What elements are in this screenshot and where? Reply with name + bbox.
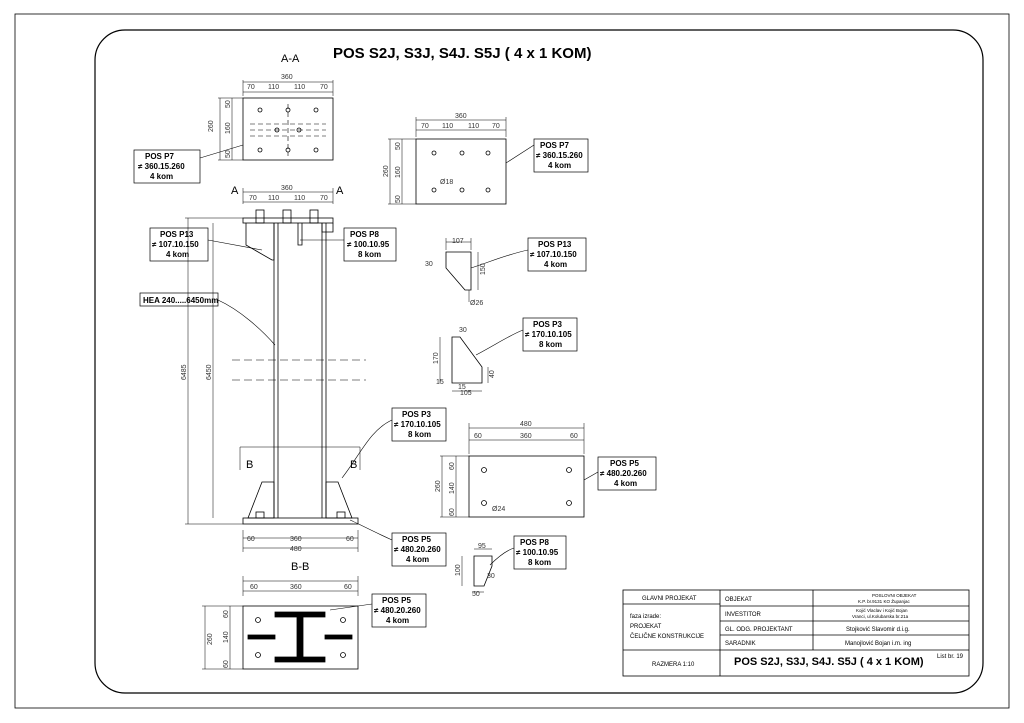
- svg-text:360: 360: [290, 584, 302, 591]
- svg-text:110: 110: [268, 195, 280, 202]
- svg-text:60: 60: [247, 536, 255, 543]
- svg-text:4 kom: 4 kom: [150, 172, 174, 181]
- svg-text:360: 360: [281, 74, 293, 81]
- svg-text:Ø24: Ø24: [492, 506, 506, 513]
- svg-text:260: 260: [435, 480, 442, 492]
- svg-text:480: 480: [290, 546, 302, 553]
- svg-text:140: 140: [449, 482, 456, 494]
- svg-text:360: 360: [281, 185, 293, 192]
- svg-text:4 kom: 4 kom: [544, 260, 568, 269]
- svg-text:50: 50: [225, 100, 232, 108]
- svg-text:60: 60: [449, 462, 456, 470]
- svg-text:107: 107: [452, 238, 464, 245]
- svg-text:POS S2J, S3J, S4J. S5J ( 4 x 1: POS S2J, S3J, S4J. S5J ( 4 x 1 KOM): [734, 656, 924, 668]
- svg-text:260: 260: [207, 633, 214, 645]
- svg-text:≠ 100.10.95: ≠ 100.10.95: [516, 548, 559, 557]
- svg-text:70: 70: [320, 195, 328, 202]
- label-p3-right: [523, 318, 577, 351]
- svg-text:360: 360: [455, 113, 467, 120]
- svg-text:160: 160: [225, 122, 232, 134]
- svg-text:Vranci, ul.Kolubarska br.21a: Vranci, ul.Kolubarska br.21a: [852, 614, 909, 619]
- svg-text:Manojlović Bojan i.m. ing: Manojlović Bojan i.m. ing: [845, 641, 912, 647]
- svg-text:8 kom: 8 kom: [539, 340, 563, 349]
- svg-text:≠ 170.10.105: ≠ 170.10.105: [525, 330, 572, 339]
- svg-text:POS P5: POS P5: [382, 596, 411, 605]
- svg-text:≠ 170.10.105: ≠ 170.10.105: [394, 420, 441, 429]
- svg-text:260: 260: [208, 120, 215, 132]
- svg-text:POS P8: POS P8: [520, 538, 549, 547]
- detail-p13-dims: [425, 238, 487, 307]
- svg-text:260: 260: [383, 165, 390, 177]
- svg-text:Stojković Slavomir d.i.g.: Stojković Slavomir d.i.g.: [846, 627, 910, 633]
- label-p5-right: [598, 457, 656, 490]
- label-p5-bb: [372, 594, 426, 627]
- detail-p13: [446, 238, 528, 302]
- svg-text:PROJEKAT: PROJEKAT: [630, 624, 662, 630]
- aa-dims: [208, 74, 328, 158]
- svg-text:POS P3: POS P3: [402, 410, 431, 419]
- svg-text:≠ 107.10.150: ≠ 107.10.150: [152, 240, 199, 249]
- svg-text:140: 140: [223, 631, 230, 643]
- svg-text:360: 360: [290, 536, 302, 543]
- sheet-title: POS S2J, S3J, S4J. S5J ( 4 x 1 KOM): [333, 45, 592, 62]
- svg-text:Kojić Vlaclav i Kojić Bojan: Kojić Vlaclav i Kojić Bojan: [856, 608, 908, 613]
- svg-text:95: 95: [478, 543, 486, 550]
- svg-text:≠ 100.10.95: ≠ 100.10.95: [347, 240, 390, 249]
- svg-text:≠ 360.15.260: ≠ 360.15.260: [536, 151, 583, 160]
- svg-text:faza izrade:: faza izrade:: [630, 614, 662, 620]
- svg-text:360: 360: [520, 433, 532, 440]
- svg-text:160: 160: [395, 166, 402, 178]
- svg-text:≠ 480.20.260: ≠ 480.20.260: [394, 545, 441, 554]
- section-b-left: B: [246, 459, 254, 471]
- svg-text:110: 110: [268, 84, 280, 91]
- svg-text:60: 60: [250, 584, 258, 591]
- svg-text:POS P3: POS P3: [533, 320, 562, 329]
- detail-p3-dims: [433, 327, 496, 397]
- svg-text:70: 70: [249, 195, 257, 202]
- svg-text:8 kom: 8 kom: [408, 430, 432, 439]
- svg-text:POS P13: POS P13: [538, 240, 572, 249]
- svg-text:70: 70: [421, 123, 429, 130]
- svg-text:ČELIČNE KONSTRUKCIJE: ČELIČNE KONSTRUKCIJE: [630, 634, 705, 640]
- svg-text:OBJEKAT: OBJEKAT: [725, 597, 752, 603]
- svg-text:POSLOVNI OBJEKAT: POSLOVNI OBJEKAT: [872, 593, 917, 598]
- label-hea: [140, 293, 218, 306]
- svg-text:Ø26: Ø26: [470, 300, 484, 307]
- svg-text:6485: 6485: [181, 364, 188, 380]
- svg-text:Ø18: Ø18: [440, 179, 454, 186]
- svg-text:150: 150: [480, 263, 487, 275]
- detail-p7-dims: [383, 113, 500, 203]
- svg-text:30: 30: [487, 573, 495, 580]
- label-p3-left: [392, 408, 446, 441]
- svg-text:60: 60: [449, 508, 456, 516]
- svg-text:≠ 480.20.260: ≠ 480.20.260: [374, 606, 421, 615]
- svg-text:4 kom: 4 kom: [548, 161, 572, 170]
- svg-text:60: 60: [346, 536, 354, 543]
- svg-text:K.P. br.9131 KO Županjac: K.P. br.9131 KO Županjac: [858, 599, 910, 604]
- svg-text:60: 60: [223, 610, 230, 618]
- svg-text:6450: 6450: [206, 364, 213, 380]
- svg-text:30: 30: [459, 327, 467, 334]
- svg-text:50: 50: [472, 591, 480, 598]
- svg-text:110: 110: [294, 84, 306, 91]
- svg-text:RAZMERA 1:10: RAZMERA 1:10: [652, 662, 695, 668]
- svg-text:60: 60: [474, 433, 482, 440]
- svg-text:List br. 19: List br. 19: [937, 654, 964, 660]
- svg-text:60: 60: [223, 660, 230, 668]
- svg-text:POS P7: POS P7: [540, 141, 569, 150]
- svg-text:GL. ODG. PROJEKTANT: GL. ODG. PROJEKTANT: [725, 627, 793, 633]
- svg-text:40: 40: [489, 370, 496, 378]
- svg-text:70: 70: [247, 84, 255, 91]
- detail-p8: [462, 548, 514, 592]
- section-aa-view: [200, 53, 333, 160]
- svg-text:15: 15: [458, 384, 466, 391]
- svg-text:170: 170: [433, 352, 440, 364]
- svg-text:100: 100: [455, 564, 462, 576]
- section-a-right: A: [336, 185, 344, 197]
- detail-p7: [388, 117, 534, 204]
- svg-text:4 kom: 4 kom: [386, 616, 410, 625]
- label-p7-right: [534, 139, 588, 172]
- label-p7-left: [134, 150, 200, 183]
- svg-text:110: 110: [468, 123, 480, 130]
- svg-text:50: 50: [395, 195, 402, 203]
- label-p13-right: [528, 238, 586, 271]
- svg-text:POS P5: POS P5: [402, 535, 431, 544]
- label-p8-right: [514, 536, 566, 569]
- label-p5-left: [392, 533, 446, 566]
- svg-text:≠ 107.10.150: ≠ 107.10.150: [530, 250, 577, 259]
- svg-text:30: 30: [425, 261, 433, 268]
- svg-text:8 kom: 8 kom: [358, 250, 382, 259]
- svg-text:60: 60: [570, 433, 578, 440]
- svg-text:70: 70: [492, 123, 500, 130]
- label-p13-left: [150, 228, 208, 261]
- svg-text:POS P7: POS P7: [145, 152, 174, 161]
- svg-text:POS P5: POS P5: [610, 459, 639, 468]
- svg-text:≠ 480.20.260: ≠ 480.20.260: [600, 469, 647, 478]
- svg-text:8 kom: 8 kom: [528, 558, 552, 567]
- svg-text:110: 110: [294, 195, 306, 202]
- svg-text:50: 50: [395, 142, 402, 150]
- svg-text:60: 60: [344, 584, 352, 591]
- section-aa-label: A-A: [281, 53, 300, 65]
- svg-text:POS P8: POS P8: [350, 230, 379, 239]
- svg-text:480: 480: [520, 421, 532, 428]
- svg-text:SARADNIK: SARADNIK: [725, 641, 756, 647]
- label-p8-left: [344, 228, 396, 261]
- svg-text:INVESTITOR: INVESTITOR: [725, 612, 761, 618]
- detail-p8-dims: [455, 543, 495, 598]
- bb-dims: [207, 584, 352, 668]
- svg-text:POS P13: POS P13: [160, 230, 194, 239]
- svg-text:4 kom: 4 kom: [614, 479, 638, 488]
- detail-p3: [440, 330, 523, 391]
- svg-text:≠ 360.15.260: ≠ 360.15.260: [138, 162, 185, 171]
- column-base-plate: [243, 518, 358, 524]
- svg-text:GLAVNI PROJEKAT: GLAVNI PROJEKAT: [642, 596, 697, 602]
- svg-text:4 kom: 4 kom: [166, 250, 190, 259]
- section-bb-label: B-B: [291, 561, 310, 573]
- column-top-plate: [243, 218, 333, 223]
- svg-text:4 kom: 4 kom: [406, 555, 430, 564]
- svg-text:HEA 240.....6450mm: HEA 240.....6450mm: [143, 296, 219, 305]
- svg-text:15: 15: [436, 379, 444, 386]
- section-b-right: B: [350, 459, 358, 471]
- svg-text:50: 50: [225, 150, 232, 158]
- detail-p5-dims: [435, 421, 578, 516]
- svg-text:110: 110: [442, 123, 454, 130]
- svg-text:70: 70: [320, 84, 328, 91]
- section-a-left: A: [231, 185, 239, 197]
- svg-text:105: 105: [460, 390, 472, 397]
